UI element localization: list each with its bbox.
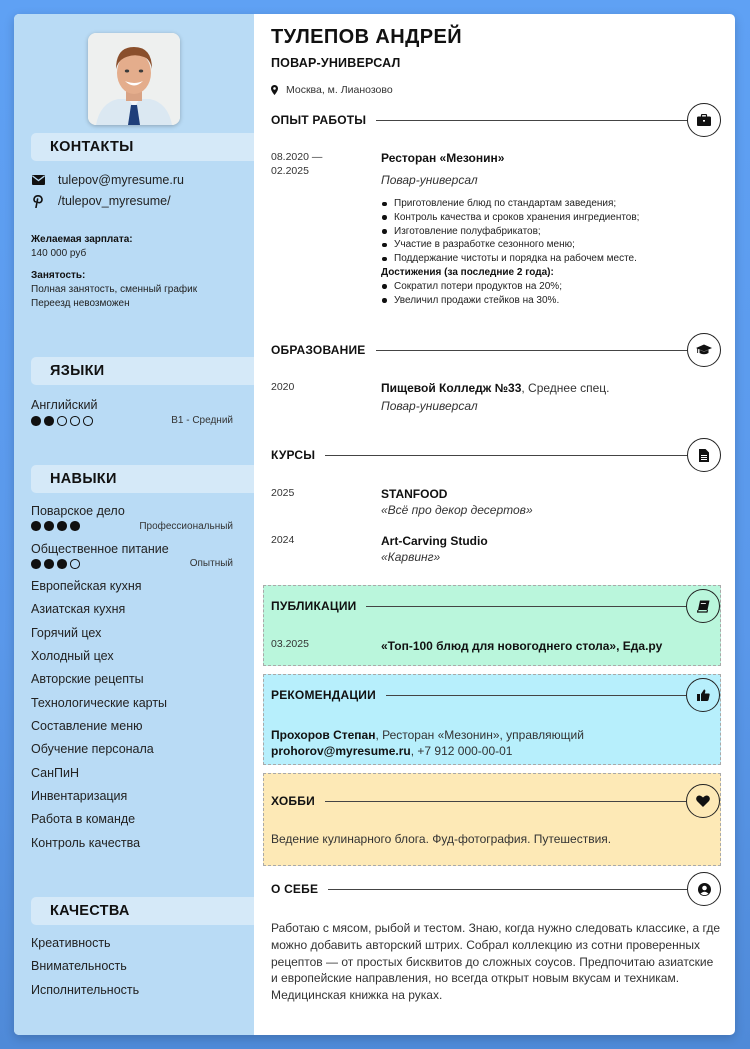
- skill-item: Азиатская кухня: [31, 602, 126, 616]
- sidebar: [14, 14, 254, 1035]
- divider: [376, 350, 688, 351]
- salary-value: 140 000 руб: [31, 248, 87, 259]
- experience-role: Повар-универсал: [381, 173, 478, 187]
- person-name: ТУЛЕПОВ АНДРЕЙ: [271, 26, 462, 48]
- languages-heading: ЯЗЫКИ: [31, 357, 254, 385]
- level-dot-filled: [44, 521, 54, 531]
- divider: [386, 695, 686, 696]
- thumbs-up-icon: [686, 678, 720, 712]
- envelope-icon: [31, 174, 45, 186]
- skill-name: Общественное питание: [31, 542, 169, 556]
- skill-item: Европейская кухня: [31, 579, 142, 593]
- avatar-photo: [88, 33, 180, 125]
- skill-item: Авторские рецепты: [31, 672, 144, 686]
- courses-title: КУРСЫ: [271, 448, 316, 462]
- employment-line2: Переезд невозможен: [31, 298, 130, 309]
- skill-item: Горячий цех: [31, 626, 102, 640]
- recommendations-section: [263, 674, 721, 765]
- about-text: Работаю с мясом, рыбой и тестом. Знаю, когда нужно следовать классике, а где можно добавить авторский штрих. Собрал коллекцию из сотни проверенных рецептов — от простых бисквитов до сложных соусов. Предпочитаю азиатские и европейские направления, но всегда открыт новым вкусам и техникам. Медицинская книжка на руках.: [271, 921, 721, 1003]
- language-level: B1 - Средний: [171, 415, 233, 426]
- recommender-email[interactable]: prohorov@myresume.ru: [271, 744, 411, 758]
- course-name: «Карвинг»: [381, 550, 441, 564]
- list-item: Увеличил продажи стейков на 30%.: [381, 294, 639, 308]
- experience-date-start: 08.2020 —: [271, 151, 323, 163]
- education-school-line: [381, 381, 609, 395]
- level-dot-empty: [70, 559, 80, 569]
- courses-section-header: [271, 438, 721, 472]
- skill-item: Работа в команде: [31, 812, 136, 826]
- skill-level-dots: [31, 559, 80, 569]
- quality-item: Креативность: [31, 936, 111, 950]
- about-title: О СЕБЕ: [271, 882, 319, 896]
- education-title: ОБРАЗОВАНИЕ: [271, 343, 366, 357]
- education-degree: , Среднее спец.: [521, 381, 610, 395]
- skill-item: СанПиН: [31, 766, 80, 780]
- level-dot-filled: [31, 416, 41, 426]
- contacts-heading: КОНТАКТЫ: [31, 133, 254, 161]
- graduation-cap-icon: [687, 333, 721, 367]
- level-dot-filled: [31, 559, 41, 569]
- quality-item: Исполнительность: [31, 983, 140, 997]
- course-name: «Всё про декор десертов»: [381, 503, 533, 517]
- hobbies-text: Ведение кулинарного блога. Фуд-фотография. Путешествия.: [271, 832, 612, 846]
- skill-item: Технологические карты: [31, 696, 168, 710]
- experience-title: ОПЫТ РАБОТЫ: [271, 113, 367, 127]
- briefcase-icon: [687, 103, 721, 137]
- publications-section-header: [271, 589, 720, 623]
- education-year: 2020: [271, 381, 295, 393]
- quality-item: Внимательность: [31, 959, 127, 973]
- publications-title: ПУБЛИКАЦИИ: [271, 599, 357, 613]
- pinterest-icon: [31, 195, 45, 207]
- hobbies-section: [263, 773, 721, 866]
- level-dot-empty: [57, 416, 67, 426]
- skills-heading: НАВЫКИ: [31, 465, 254, 493]
- salary-label: Желаемая зарплата:: [31, 234, 133, 245]
- achievements-heading: Достижения (за последние 2 года):: [381, 266, 554, 278]
- skill-item: Холодный цех: [31, 649, 114, 663]
- employment-label: Занятость:: [31, 270, 86, 281]
- divider: [328, 889, 687, 890]
- list-item: Сократил потери продуктов на 20%;: [381, 280, 639, 294]
- recommender-phone: , +7 912 000-00-01: [410, 744, 513, 758]
- skill-level: Опытный: [189, 558, 233, 569]
- email-contact[interactable]: [31, 173, 184, 187]
- location-text: Москва, м. Лианозово: [286, 84, 393, 96]
- pinterest-text: /tulepov_myresume/: [58, 194, 171, 208]
- skill-item: Составление меню: [31, 719, 143, 733]
- course-org: Art-Carving Studio: [381, 534, 488, 548]
- user-circle-icon: [687, 872, 721, 906]
- level-dot-empty: [70, 416, 80, 426]
- experience-duties-list: [381, 197, 639, 307]
- level-dot-empty: [83, 416, 93, 426]
- heart-icon: [686, 784, 720, 818]
- experience-date-end: 02.2025: [271, 165, 309, 177]
- divider: [376, 120, 687, 121]
- skill-item: Обучение персонала: [31, 742, 154, 756]
- list-item: Контроль качества и сроков хранения ингредиентов;: [381, 211, 639, 225]
- about-section-header: [271, 872, 721, 906]
- map-marker-icon: [271, 85, 278, 95]
- level-dot-filled: [31, 521, 41, 531]
- experience-company: Ресторан «Мезонин»: [381, 151, 505, 165]
- level-dot-filled: [57, 559, 67, 569]
- recommender-name: Прохоров Степан: [271, 728, 376, 742]
- resume-card: [14, 14, 735, 1035]
- level-dot-filled: [44, 559, 54, 569]
- experience-section-header: [271, 103, 721, 137]
- divider: [325, 455, 687, 456]
- divider: [325, 801, 686, 802]
- qualities-heading: КАЧЕСТВА: [31, 897, 254, 925]
- language-level-dots: [31, 416, 93, 426]
- skill-level: Профессиональный: [139, 521, 233, 532]
- skill-name: Поварское дело: [31, 504, 125, 518]
- list-item: Изготовление полуфабрикатов;: [381, 225, 639, 239]
- recommender-details: , Ресторан «Мезонин», управляющий: [375, 728, 584, 742]
- location: [271, 84, 393, 96]
- publication-title: «Топ-100 блюд для новогоднего стола», Еда.ру: [381, 639, 663, 653]
- education-section-header: [271, 333, 721, 367]
- document-icon: [687, 438, 721, 472]
- hobbies-section-header: [271, 784, 720, 818]
- employment-line1: Полная занятость, сменный график: [31, 284, 198, 295]
- recommendation-text: [271, 727, 584, 759]
- email-text: tulepov@myresume.ru: [58, 173, 184, 187]
- course-year: 2024: [271, 534, 295, 546]
- person-position: ПОВАР-УНИВЕРСАЛ: [271, 56, 401, 70]
- hobbies-title: ХОББИ: [271, 794, 315, 808]
- pinterest-contact[interactable]: [31, 194, 171, 208]
- publication-date: 03.2025: [271, 638, 309, 650]
- recommendations-title: РЕКОМЕНДАЦИИ: [271, 688, 376, 702]
- list-item: Участие в разработке сезонного меню;: [381, 238, 639, 252]
- level-dot-filled: [44, 416, 54, 426]
- skill-item: Контроль качества: [31, 836, 141, 850]
- language-name: Английский: [31, 398, 98, 412]
- list-item: Приготовление блюд по стандартам заведения;: [381, 197, 639, 211]
- book-icon: [686, 589, 720, 623]
- publications-section: [263, 585, 721, 666]
- education-school: Пищевой Колледж №33: [381, 381, 522, 395]
- education-specialty: Повар-универсал: [381, 399, 478, 413]
- level-dot-filled: [70, 521, 80, 531]
- divider: [366, 606, 686, 607]
- course-org: STANFOOD: [381, 487, 448, 501]
- level-dot-filled: [57, 521, 67, 531]
- course-year: 2025: [271, 487, 295, 499]
- main-content: [254, 14, 735, 1035]
- list-item: Поддержание чистоты и порядка на рабочем месте.: [381, 252, 639, 266]
- skill-item: Инвентаризация: [31, 789, 128, 803]
- skill-level-dots: [31, 521, 80, 531]
- recommendations-section-header: [271, 678, 720, 712]
